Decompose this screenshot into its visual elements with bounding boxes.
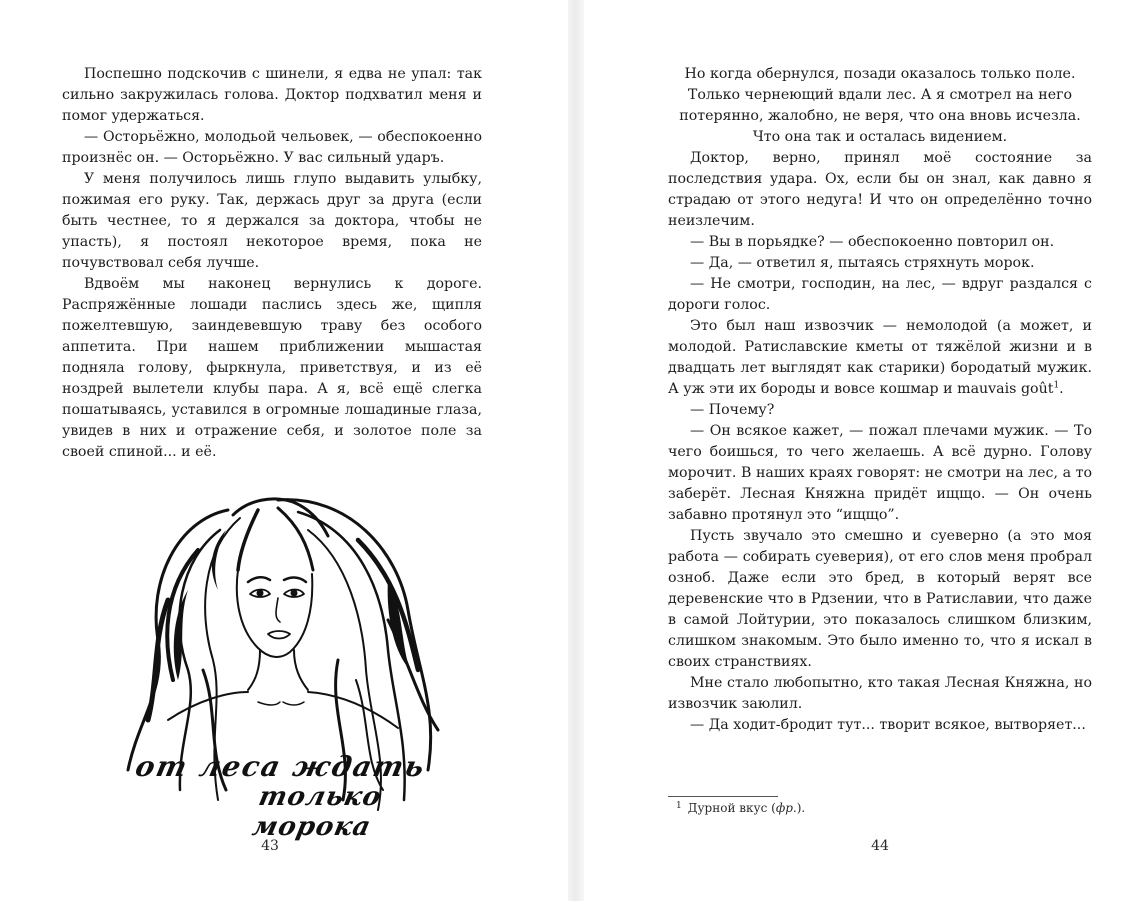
footnote [676, 801, 805, 815]
footnote-language: фр. [775, 801, 797, 815]
paragraph-text: Это был наш извозчик — немолодой (а может, и молодой. Ратиславские кметы от тяжёлой жизни и в двадцать лет выглядят как старики) бородатый мужик. А уж эти их бороды и вовсе кошмар и mauvais goût [668, 318, 1092, 397]
paragraph: Доктор, верно, принял моё состояние за последствия удара. Ох, если бы он знал, как давно я страдаю от этого недуга! И что он определённо точно неизлечим. [668, 150, 1092, 229]
page-number-right: 44 [871, 838, 889, 854]
paragraph: Мне стало любопытно, кто такая Лесная Княжна, но извозчик заюлил. [668, 675, 1092, 712]
book-gutter [568, 0, 584, 901]
paragraph: — Да, — ответил я, пытаясь стряхнуть морок. [690, 255, 1035, 271]
paragraph: Вдвоём мы наконец вернулись к дороге. Распряжённые лошади паслись здесь же, щипля пожелтевшую, заиндевевшую траву без особого аппетита. При нашем приближении мышастая подняла голову, фыркнула, приветствуя, и из её ноздрей вылетели клубы пара. А я, всё ещё слегка пошатываясь, уставился в огромные лошадиные глаза, увидев в них и отражение себя, и золотое поле за своей спиной... и её. [62, 276, 482, 460]
paragraph: — Да ходит-бродит тут... творит всякое, вытворяет... [690, 717, 1086, 733]
footnote-divider [668, 796, 778, 797]
footnote-reference[interactable]: 1 [1053, 380, 1060, 391]
centered-line: Что она так и осталась видением. [752, 129, 1008, 145]
paragraph: У меня получилось лишь глупо выдавить улыбку, пожимая его руку. Так, держась друг за друга (если быть честнее, то я держался за доктора, чтобы не упасть), я постоял некоторое время, пока не почувствовал себя лучше. [62, 171, 482, 271]
paragraph: — Он всякое кажет, — пожал плечами мужик. — То чего боишься, то чего желаешь. А всё дурно. Голову морочит. В наших краях говорят: не смотри на лес, а то заберёт. Лесная Княжна придёт ищщо. — Он очень забавно протянул это “ищщо”. [668, 423, 1092, 523]
centered-line: Только чернеющий вдали лес. А я смотрел на него потерянно, жалобно, не веря, что она вновь исчезла. [679, 87, 1081, 124]
paragraph: Пусть звучало это смешно и суеверно (а это моя работа — собирать суеверия), от его слов меня пробрал озноб. Даже если это бред, в который верят все деревенские что в Рдзении, что в Ратиславии, что даже в самой Лойтурии, это показалось слишком близким, слишком знакомым. Это было именно то, что я искал в своих странствиях. [668, 528, 1092, 670]
footnote-tail: ). [796, 801, 806, 815]
paragraph: — Почему? [690, 402, 775, 418]
paragraph: — Не смотри, господин, на лес, — вдруг раздался с дороги голос. [668, 276, 1092, 313]
caption-line-1: от леса ждать [132, 750, 430, 783]
footnote-text: Дурной вкус ( [687, 801, 776, 815]
handwritten-caption [130, 742, 470, 842]
right-page-text [668, 64, 1092, 736]
caption-line-2: только морока [249, 782, 385, 842]
paragraph: — Осторьёжно, молодьой чельовек, — обеспокоенно произнёс он. — Осторьёжно. У вас сильный ударъ. [62, 129, 482, 166]
paragraph-with-footnote: Это был наш извозчик — немолодой (а может, и молодой. Ратиславские кметы от тяжёлой жизни и в двадцать лет выглядят как старики) бородатый мужик. А уж эти их бороды и вовсе кошмар и mauvais goût$^1$. [668, 318, 1092, 397]
left-page-text [62, 64, 482, 463]
paragraph: Поспешно подскочив с шинели, я едва не упал: так сильно закружилась голова. Доктор подхватил меня и помог удержаться. [62, 66, 482, 124]
footnote-mark: 1 [676, 801, 682, 811]
paragraph: — Вы в порьядке? — обеспокоенно повторил он. [690, 234, 1055, 250]
page-number-left: 43 [261, 838, 279, 854]
centered-line: Но когда обернулся, позади оказалось только поле. [684, 66, 1076, 82]
